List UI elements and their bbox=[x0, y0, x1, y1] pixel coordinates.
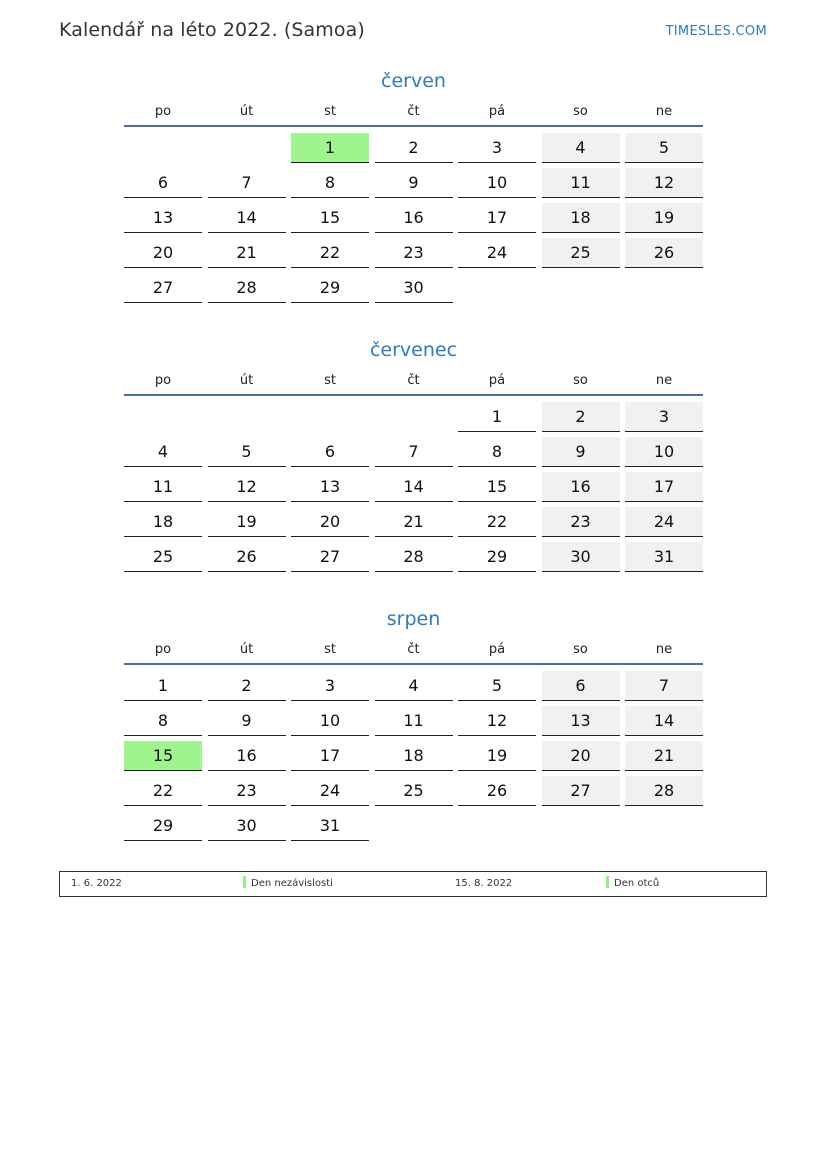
holiday-day-cell: 1 bbox=[291, 133, 369, 163]
day-cell: 23 bbox=[542, 507, 620, 537]
day-cell: 3 bbox=[625, 402, 703, 432]
day-cell: 28 bbox=[375, 542, 453, 572]
day-cell: 15 bbox=[458, 472, 536, 502]
day-cell: 5 bbox=[208, 437, 286, 467]
empty-cell bbox=[375, 811, 453, 841]
empty-cell bbox=[458, 811, 536, 841]
day-cell: 6 bbox=[291, 437, 369, 467]
day-cell: 5 bbox=[625, 133, 703, 163]
weekday-label: po bbox=[154, 642, 172, 657]
month-block bbox=[124, 68, 703, 303]
day-cell: 22 bbox=[124, 776, 202, 806]
day-cell: 21 bbox=[208, 238, 286, 268]
day-cell: 19 bbox=[625, 203, 703, 233]
day-cell: 23 bbox=[375, 238, 453, 268]
day-cell: 24 bbox=[458, 238, 536, 268]
day-cell: 20 bbox=[124, 238, 202, 268]
holiday-day-cell: 15 bbox=[124, 741, 202, 771]
legend-date-1: 1. 6. 2022 bbox=[71, 878, 122, 889]
day-cell: 8 bbox=[458, 437, 536, 467]
day-cell: 7 bbox=[208, 168, 286, 198]
day-cell: 1 bbox=[124, 671, 202, 701]
empty-cell bbox=[542, 273, 620, 303]
weekday-label: čt bbox=[407, 373, 420, 388]
day-cell: 10 bbox=[625, 437, 703, 467]
empty-cell bbox=[291, 402, 369, 432]
day-cell: 10 bbox=[458, 168, 536, 198]
legend-name-1: Den nezávislosti bbox=[251, 878, 333, 889]
day-cell: 4 bbox=[375, 671, 453, 701]
day-cell: 20 bbox=[542, 741, 620, 771]
day-cell: 2 bbox=[542, 402, 620, 432]
day-cell: 18 bbox=[542, 203, 620, 233]
day-cell: 22 bbox=[291, 238, 369, 268]
weekday-label: st bbox=[324, 642, 336, 657]
holiday-legend bbox=[59, 871, 767, 897]
day-cell: 29 bbox=[291, 273, 369, 303]
weekday-label: út bbox=[239, 642, 254, 657]
day-cell: 12 bbox=[208, 472, 286, 502]
weekday-label: čt bbox=[407, 104, 420, 119]
day-grid bbox=[124, 671, 703, 841]
weekday-label: so bbox=[573, 104, 588, 119]
empty-cell bbox=[458, 273, 536, 303]
legend-holiday-2 bbox=[606, 872, 659, 896]
day-cell: 17 bbox=[458, 203, 536, 233]
day-cell: 12 bbox=[625, 168, 703, 198]
day-cell: 7 bbox=[375, 437, 453, 467]
day-cell: 2 bbox=[208, 671, 286, 701]
weekday-label: pá bbox=[488, 642, 506, 657]
day-cell: 30 bbox=[208, 811, 286, 841]
day-cell: 6 bbox=[542, 671, 620, 701]
day-cell: 27 bbox=[542, 776, 620, 806]
day-cell: 17 bbox=[625, 472, 703, 502]
day-cell: 19 bbox=[208, 507, 286, 537]
empty-cell bbox=[124, 402, 202, 432]
weekday-header bbox=[124, 372, 703, 396]
empty-cell bbox=[124, 133, 202, 163]
empty-cell bbox=[625, 273, 703, 303]
empty-cell bbox=[208, 133, 286, 163]
day-cell: 16 bbox=[208, 741, 286, 771]
weekday-header bbox=[124, 103, 703, 127]
day-cell: 11 bbox=[542, 168, 620, 198]
weekday-label: pá bbox=[488, 104, 506, 119]
day-cell: 3 bbox=[291, 671, 369, 701]
day-cell: 4 bbox=[542, 133, 620, 163]
day-cell: 18 bbox=[124, 507, 202, 537]
empty-cell bbox=[625, 811, 703, 841]
day-cell: 22 bbox=[458, 507, 536, 537]
day-cell: 27 bbox=[124, 273, 202, 303]
weekday-label: so bbox=[573, 373, 588, 388]
empty-cell bbox=[208, 402, 286, 432]
month-title: červen bbox=[381, 70, 446, 92]
day-cell: 25 bbox=[375, 776, 453, 806]
day-cell: 27 bbox=[291, 542, 369, 572]
day-cell: 20 bbox=[291, 507, 369, 537]
day-cell: 25 bbox=[124, 542, 202, 572]
weekday-label: ne bbox=[655, 104, 673, 119]
holiday-color-marker bbox=[243, 876, 246, 888]
day-cell: 14 bbox=[625, 706, 703, 736]
day-cell: 21 bbox=[625, 741, 703, 771]
day-grid bbox=[124, 133, 703, 303]
month-block bbox=[124, 337, 703, 572]
day-cell: 11 bbox=[375, 706, 453, 736]
day-cell: 31 bbox=[625, 542, 703, 572]
day-cell: 21 bbox=[375, 507, 453, 537]
day-cell: 16 bbox=[542, 472, 620, 502]
day-cell: 9 bbox=[375, 168, 453, 198]
day-cell: 23 bbox=[208, 776, 286, 806]
day-cell: 14 bbox=[208, 203, 286, 233]
day-cell: 24 bbox=[625, 507, 703, 537]
empty-cell bbox=[542, 811, 620, 841]
empty-cell bbox=[375, 402, 453, 432]
day-cell: 7 bbox=[625, 671, 703, 701]
day-cell: 8 bbox=[291, 168, 369, 198]
legend-name-2: Den otců bbox=[614, 878, 660, 889]
day-cell: 28 bbox=[208, 273, 286, 303]
page-title: Kalendář na léto 2022. (Samoa) bbox=[59, 19, 365, 41]
weekday-header bbox=[124, 641, 703, 665]
month-title: srpen bbox=[386, 608, 441, 630]
day-cell: 14 bbox=[375, 472, 453, 502]
day-cell: 9 bbox=[542, 437, 620, 467]
day-cell: 26 bbox=[458, 776, 536, 806]
day-cell: 5 bbox=[458, 671, 536, 701]
weekday-label: st bbox=[324, 373, 336, 388]
month-block bbox=[124, 606, 703, 841]
day-cell: 25 bbox=[542, 238, 620, 268]
weekday-label: út bbox=[239, 104, 254, 119]
day-cell: 9 bbox=[208, 706, 286, 736]
day-cell: 2 bbox=[375, 133, 453, 163]
day-cell: 19 bbox=[458, 741, 536, 771]
day-cell: 17 bbox=[291, 741, 369, 771]
weekday-label: st bbox=[324, 104, 336, 119]
day-cell: 13 bbox=[124, 203, 202, 233]
weekday-label: po bbox=[154, 373, 172, 388]
legend-date-2: 15. 8. 2022 bbox=[455, 878, 513, 889]
weekday-label: ne bbox=[655, 373, 673, 388]
day-cell: 15 bbox=[291, 203, 369, 233]
day-cell: 1 bbox=[458, 402, 536, 432]
day-cell: 13 bbox=[542, 706, 620, 736]
legend-holiday-1 bbox=[243, 872, 333, 896]
weekday-label: út bbox=[239, 373, 254, 388]
day-cell: 12 bbox=[458, 706, 536, 736]
day-cell: 18 bbox=[375, 741, 453, 771]
weekday-label: so bbox=[573, 642, 588, 657]
day-cell: 28 bbox=[625, 776, 703, 806]
day-cell: 16 bbox=[375, 203, 453, 233]
day-cell: 4 bbox=[124, 437, 202, 467]
month-title: červenec bbox=[369, 339, 458, 361]
day-cell: 6 bbox=[124, 168, 202, 198]
weekday-label: čt bbox=[407, 642, 420, 657]
weekday-label: ne bbox=[655, 642, 673, 657]
holiday-color-marker bbox=[606, 876, 609, 888]
weekday-label: po bbox=[154, 104, 172, 119]
day-cell: 24 bbox=[291, 776, 369, 806]
day-cell: 3 bbox=[458, 133, 536, 163]
day-cell: 31 bbox=[291, 811, 369, 841]
day-cell: 13 bbox=[291, 472, 369, 502]
day-cell: 30 bbox=[542, 542, 620, 572]
day-cell: 29 bbox=[458, 542, 536, 572]
day-cell: 26 bbox=[208, 542, 286, 572]
weekday-label: pá bbox=[488, 373, 506, 388]
day-grid bbox=[124, 402, 703, 572]
day-cell: 11 bbox=[124, 472, 202, 502]
day-cell: 30 bbox=[375, 273, 453, 303]
day-cell: 10 bbox=[291, 706, 369, 736]
day-cell: 8 bbox=[124, 706, 202, 736]
day-cell: 29 bbox=[124, 811, 202, 841]
day-cell: 26 bbox=[625, 238, 703, 268]
site-link[interactable]: TIMESLES.COM bbox=[665, 24, 767, 39]
